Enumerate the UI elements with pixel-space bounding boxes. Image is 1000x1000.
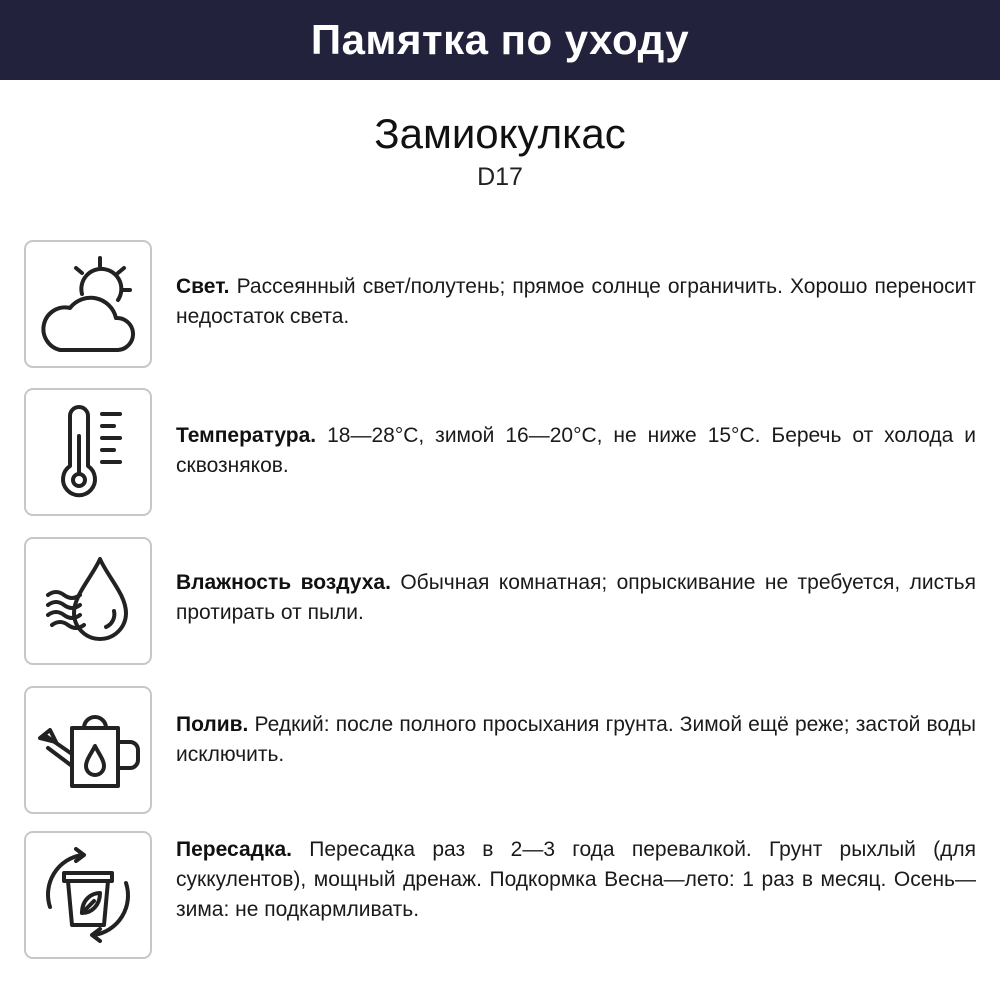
section-light: [24, 240, 980, 366]
plant-name: Замиокулкас: [374, 110, 626, 157]
section-body: Рассеянный свет/полутень; прямое солнце ограничить. Хорошо переносит недостаток света.: [176, 275, 976, 328]
section-label: Полив.: [176, 713, 249, 736]
repot-icon: [24, 831, 152, 959]
page-title: Памятка по уходу: [310, 16, 690, 63]
humidity-drop-icon: [24, 537, 152, 665]
section-label: Пересадка.: [176, 838, 292, 861]
watering-can-icon: [24, 686, 152, 814]
section-body: Пересадка раз в 2—3 года перевалкой. Грунт рыхлый (для суккулентов), мощный дренаж. Подкормка Весна—лето: 1 раз в месяц. Осень—зима: не подкармливать.: [176, 838, 977, 921]
section-body: Обычная комнатная; опрыскивание не требуется, листья протирать от пыли.: [176, 571, 976, 624]
section-body: Редкий: после полного просыхания грунта. Зимой ещё реже; застой воды исключить.: [176, 713, 976, 766]
section-repotting: [24, 831, 980, 957]
header-bar: [0, 0, 1000, 80]
section-body: 18—28°C, зимой 16—20°C, не ниже 15°C. Беречь от холода и сквозняков.: [176, 424, 976, 477]
section-humidity: [24, 537, 980, 663]
section-label: Влажность воздуха.: [176, 571, 391, 594]
thermometer-icon: [24, 388, 152, 516]
section-watering: [24, 686, 980, 812]
plant-code: D17: [477, 163, 523, 191]
section-temperature: [24, 388, 980, 514]
section-label: Температура.: [176, 424, 317, 447]
sun-cloud-icon: [24, 240, 152, 368]
section-label: Свет.: [176, 275, 230, 298]
